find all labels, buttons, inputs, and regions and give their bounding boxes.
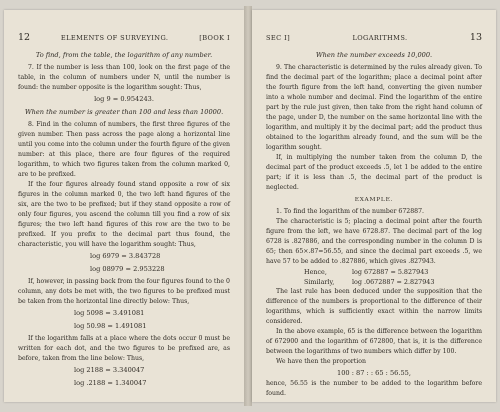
paragraph: 7. If the number is less than 100, look on the first page of the table, in the column of numbers under N, until the number is found: the number opposite is the logarithm sought: Thus, [18,64,230,91]
paragraph: We have then the proportion [276,358,366,365]
formula: log 6979 = 3.843728 [90,252,161,260]
paragraph: 1. To find the logarithm of the number 672887. [276,208,424,215]
left-page [4,10,244,402]
formula: log 9 = 0.954243. [94,95,154,103]
section-heading: When the number is greater than 100 and less than 10000. [24,108,224,116]
paragraph: hence, 56.55 is the number to be added to the logarithm before found. [266,380,482,397]
result-label: Similarly, [304,278,335,286]
result-row [266,267,482,277]
paragraph: In the above example, 65 is the difference between the logarithm of 672900 and the logarithm of 672800, that is, it is the difference between the logarithms of two numbers which differ by 100. [266,328,482,355]
formula: log 5098 = 3.491081 [74,309,145,317]
result-value: log 672887 = 5.827943 [352,268,429,276]
section-heading: When the number exceeds 10,000. [315,51,433,59]
paragraph: If the logarithm falls at a place where the dots occur 0 must be written for each dot, and the two figures to be prefixed are, as before, taken from the line below: Thus, [18,335,230,362]
book-label: [BOOK I [199,34,230,42]
left-page-header [18,32,230,43]
paragraph: 9. The characteristic is determined by the rules already given. To find the decimal part of the logarithm; place a decimal point after the fourth figure from the left hand, converting the given number into a whole number and decimal. Find the logarithm of the entire part by the rule just given, then take from the right hand column of the page, under D, the number on the same horizontal line with the logarithm, and multiply it by the decimal part; add the product thus obtained to the logarithm already found, and the sum will be the logarithm sought. [266,64,482,151]
formula: log 08979 = 2.953228 [90,265,165,273]
example-heading: EXAMPLE. [354,197,394,203]
result-row [266,277,482,287]
right-page-header [266,32,482,43]
running-title: LOGARITHMS. [352,34,408,42]
result-label: Hence, [304,268,327,276]
section-heading: To find, from the table, the logarithm of any number. [35,51,213,59]
page-number: 13 [469,32,482,43]
result-value: log .0672887 = 2.827943 [352,278,435,286]
formula: log 50.98 = 1.491081 [74,322,147,330]
book-label: SEC I] [266,34,291,42]
book-gutter [244,6,252,406]
right-page [252,10,496,402]
formula: log .2188 = 1.340047 [74,379,147,387]
paragraph: If the four figures already found stand opposite a row of six figures in the column marked 0, the two left hand figures of the six, are the two to be prefixed; but if they stand opposite a row of only four figures, you ascend the column till you find a row of six figures; the two left hand figures of this row are the two to be prefixed. If you prefix to the decimal part thus found, the characteristic, you will have the logarithm sought: Thus, [18,181,230,248]
paragraph: The last rule has been deduced under the supposition that the difference of the numbers is proportional to the difference of their logarithms, which is sufficiently exact within the narrow limits considered. [266,288,482,325]
proportion: 100 : 87 : : 65 : 56.55, [337,369,411,377]
paragraph: If, however, in passing back from the four figures found to the 0 column, any dots be met with, the two figures to be prefixed must be taken from the horizontal line directly below: Thus, [18,278,230,305]
formula: log 2188 = 3.340047 [74,366,145,374]
paragraph: The characteristic is 5; placing a decimal point after the fourth figure from the left, we have 6728.87. The decimal part of the log 6728 is .827886, and the corresponding number in the column D is 65; then 65×.87=56.55, and since the decimal part exceeds .5, we have 57 to be added to .827886, which gives .827943. [266,218,482,265]
running-title: ELEMENTS OF SURVEYING. [60,34,169,42]
paragraph: 8. Find in the column of numbers, the first three figures of the given number. Then pass across the page along a horizontal line until you come into the column under the fourth figure of the given number: at this place, there are four figures of the required logarithm, to which two figures taken from the column marked 0, are to be prefixed. [18,121,230,178]
page-number: 12 [18,32,31,43]
paragraph: If, in multiplying the number taken from the column D, the decimal part of the product exceeds .5, let 1 be added to the entire part; if it is less than .5, the decimal part of the product is neglected. [266,154,482,191]
